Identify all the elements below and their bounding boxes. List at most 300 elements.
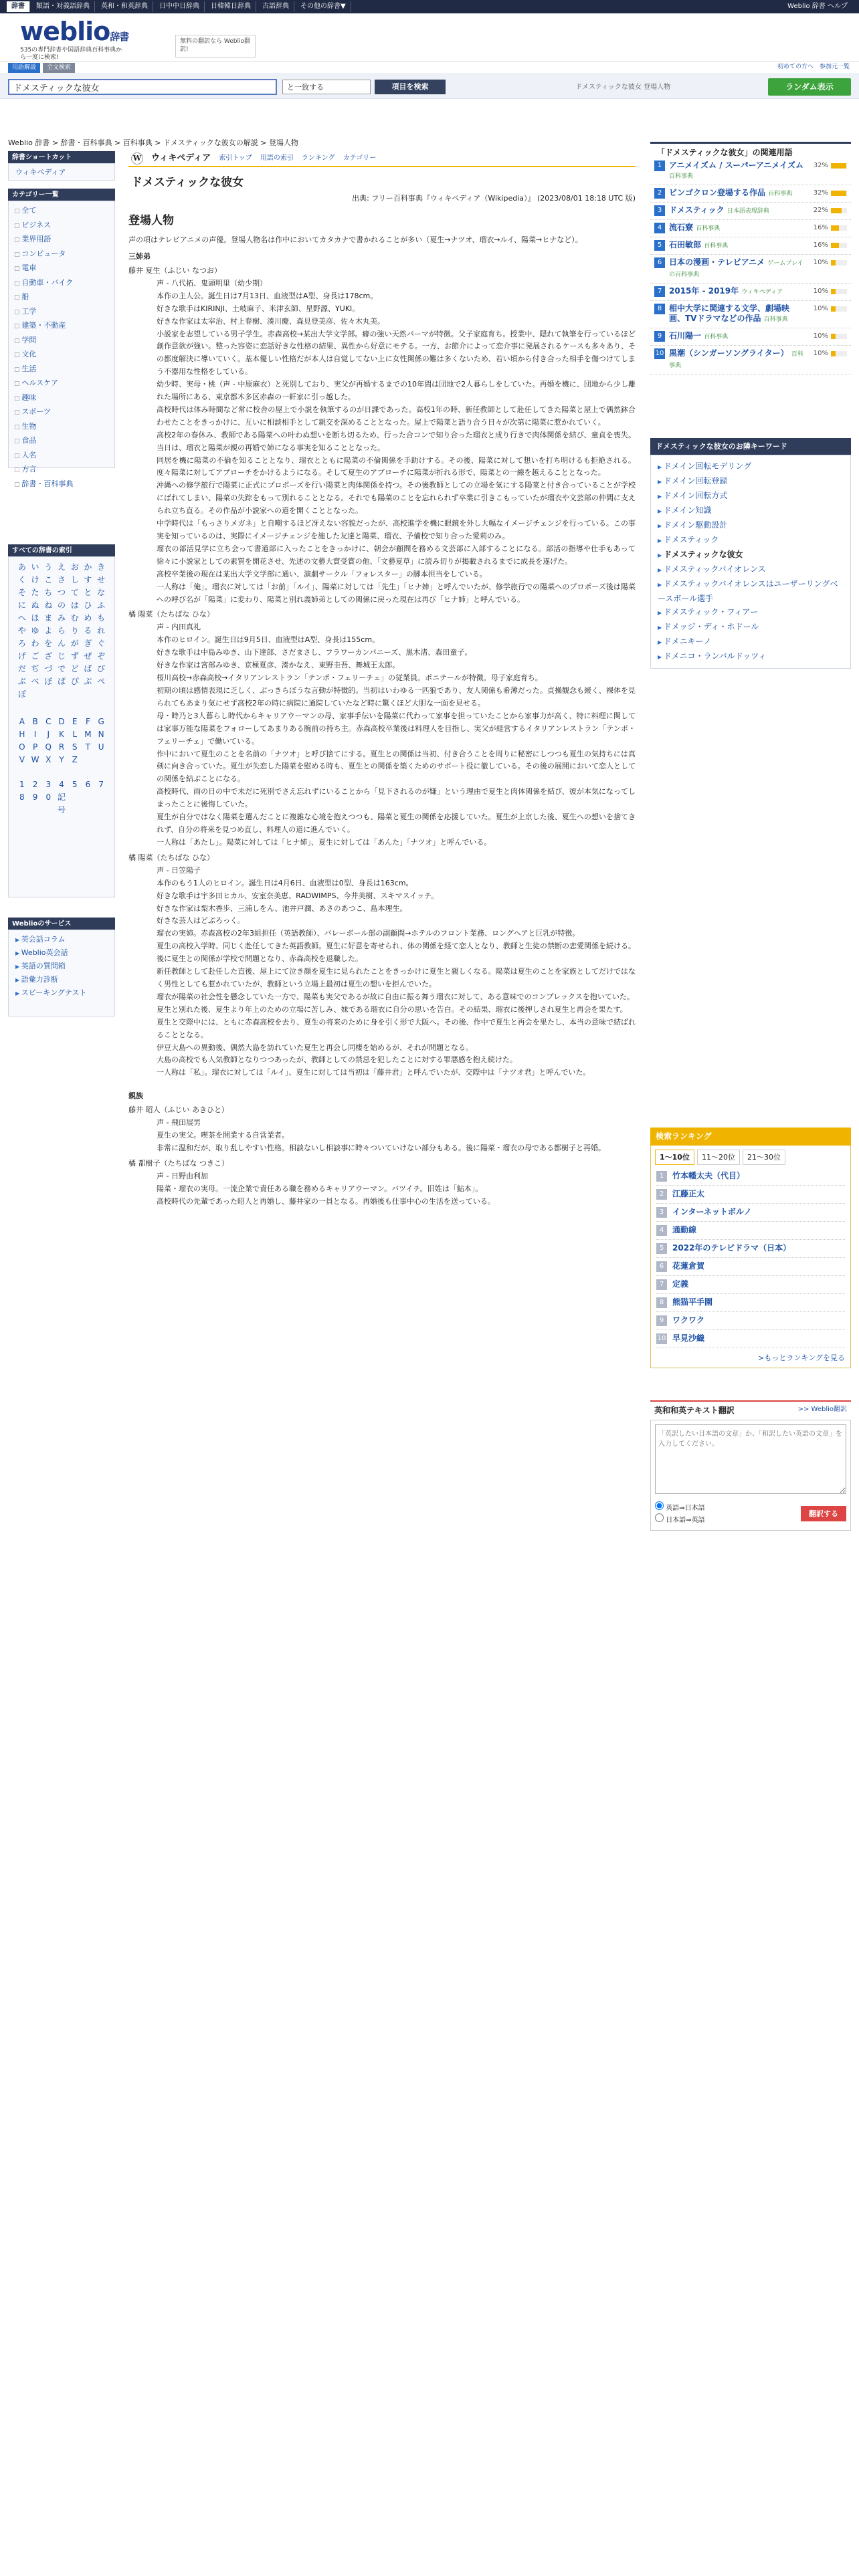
service-item[interactable]: ▶ スピーキングテスト <box>15 986 108 1000</box>
service-item[interactable]: ▶ 語彙力診断 <box>15 973 108 986</box>
index-alpha[interactable]: Y <box>59 755 64 764</box>
character-paragraph: 瑠衣の実姉。赤森高校の2年3組担任（英語教師）、バレーボール部の副顧問→ホテルのフロント業務、ロングヘアと巨乳が特徴。 <box>157 929 580 938</box>
index-kana[interactable]: と <box>84 588 92 597</box>
keyword-item[interactable]: ▶ ドメイン回転方式 <box>658 489 844 504</box>
index-num[interactable]: 5 <box>72 780 78 789</box>
keyword-head: ドメスティックな彼女のお隣キーワード <box>650 438 851 455</box>
character-entry <box>128 1158 636 1208</box>
index-kana[interactable]: へ <box>17 613 26 623</box>
index-kana[interactable]: が <box>70 639 79 648</box>
category-item[interactable]: □ 業界用語 <box>14 233 109 247</box>
index-head: すべての辞書の索引 <box>8 544 115 556</box>
related-percent: 16% <box>813 241 828 249</box>
character-name: 藤井 夏生（ふじい なつお） <box>128 265 221 275</box>
index-kana[interactable]: も <box>97 613 106 623</box>
rank-tab-1-10[interactable]: 1〜10位 <box>655 1150 694 1165</box>
index-kana[interactable]: ろ <box>17 639 26 648</box>
related-text[interactable] <box>669 205 804 217</box>
related-percent: 10% <box>813 350 828 357</box>
index-kana[interactable]: ぢ <box>31 664 39 673</box>
index-kana[interactable]: ご <box>31 651 39 661</box>
related-text[interactable] <box>669 160 804 182</box>
character-body <box>157 865 636 1079</box>
index-alpha[interactable]: S <box>72 742 78 752</box>
logo-suffix: 辞書 <box>110 31 129 43</box>
index-alpha[interactable]: H <box>19 730 25 739</box>
index-kana[interactable]: さ <box>57 575 66 584</box>
index-kana[interactable]: べ <box>31 677 39 686</box>
category-item[interactable]: □ 建築・不動産 <box>14 319 109 334</box>
keyword-item[interactable]: ▶ ドメスティック <box>658 533 844 548</box>
match-select[interactable]: と一致する <box>282 80 371 94</box>
index-kana[interactable]: そ <box>17 588 26 597</box>
index-kana[interactable]: か <box>84 562 92 572</box>
category-item[interactable]: □ ビジネス <box>14 219 109 233</box>
ranking-term[interactable]: 竹本幡太夫（代目） <box>672 1171 745 1181</box>
random-button[interactable]: ランダム表示 <box>768 78 851 96</box>
category-item[interactable]: □ 生物 <box>14 420 109 435</box>
index-num[interactable]: 1 <box>19 780 25 789</box>
index-alpha[interactable]: F <box>85 717 90 726</box>
index-alpha[interactable]: M <box>84 730 92 739</box>
related-item[interactable] <box>650 301 851 328</box>
index-kana[interactable]: ぱ <box>57 677 66 686</box>
index-num[interactable]: 0 <box>45 792 52 802</box>
keyword-item[interactable]: ▶ ドメニコ・ランバルドッツィ <box>658 649 844 664</box>
related-bar <box>831 163 847 169</box>
shortcut-box <box>8 163 115 181</box>
index-kana[interactable]: ぽ <box>17 689 26 699</box>
character-entry <box>128 852 636 1079</box>
character-paragraph: 声 - 飛田展男 <box>157 1118 201 1128</box>
related-item[interactable] <box>650 185 851 203</box>
index-kana[interactable]: て <box>70 588 79 597</box>
topnav-other[interactable]: その他の辞書▼ <box>296 1 351 12</box>
ranking-head: 検索ランキング <box>650 1128 851 1146</box>
wiki-link-index[interactable]: 索引トップ <box>219 154 252 163</box>
ranking-item[interactable] <box>656 1330 845 1348</box>
index-alpha[interactable]: N <box>98 730 104 739</box>
index-num[interactable]: 4 <box>59 780 64 789</box>
index-kana[interactable]: ば <box>84 664 92 673</box>
index-alpha[interactable]: U <box>98 742 104 752</box>
wiki-link-terms[interactable]: 用語の索引 <box>260 154 294 163</box>
index-alpha[interactable]: R <box>58 742 65 752</box>
index-alpha[interactable]: I <box>33 730 37 739</box>
index-alpha[interactable]: B <box>32 717 38 726</box>
related-text[interactable] <box>669 188 804 199</box>
index-num[interactable]: 記号 <box>57 792 66 815</box>
translate-button[interactable]: 翻訳する <box>801 1506 846 1521</box>
related-source: 百科事典 <box>704 334 729 340</box>
index-kana[interactable]: ゆ <box>31 626 39 635</box>
character-paragraph: 高校時代の先輩であった昭人と再婚し、藤井家の一員となる。再婚後も仕事中心の生活を送っている。 <box>157 1196 495 1206</box>
keyword-item[interactable]: ▶ ドメッジ・ディ・ホドール <box>658 620 844 635</box>
category-item[interactable]: □ 方言 <box>14 463 109 477</box>
topnav-help[interactable]: Weblio 辞書 ヘルプ <box>787 3 848 11</box>
keyword-item[interactable]: ▶ ドメスティックバイオレンスはユーザーリングベースボール選手 <box>658 577 844 605</box>
index-alpha[interactable]: C <box>45 717 52 726</box>
category-item[interactable]: □ 学問 <box>14 334 109 348</box>
character-paragraph: 瑠衣が陽菜の社会性を懸念していた一方で、陽菜も実父であるが故に自由に振る舞う瑠衣に対して、ある意味でのコンプレックスを抱いていた。 <box>157 992 634 1001</box>
index-num[interactable]: 8 <box>19 792 25 802</box>
ranking-item[interactable] <box>656 1204 845 1222</box>
index-kana[interactable]: れ <box>97 626 106 635</box>
index-num[interactable]: 6 <box>85 780 91 789</box>
ranking-item[interactable] <box>656 1294 845 1312</box>
index-alpha[interactable]: E <box>72 717 78 726</box>
index-kana[interactable]: を <box>44 639 53 648</box>
service-list <box>8 930 115 1016</box>
index-alpha[interactable]: A <box>19 717 25 726</box>
search-button[interactable]: 項目を検索 <box>375 80 446 94</box>
ranking-term[interactable]: ワクワク <box>672 1315 705 1325</box>
ranking-number: 6 <box>656 1261 667 1272</box>
index-kana[interactable]: わ <box>31 639 39 648</box>
related-percent: 10% <box>813 305 828 312</box>
translate-panel <box>650 1400 851 1531</box>
index-kana[interactable]: つ <box>57 588 66 597</box>
category-item[interactable]: □ 電車 <box>14 261 109 276</box>
related-text[interactable] <box>669 223 804 234</box>
index-alpha[interactable]: Q <box>45 742 52 752</box>
related-title[interactable]: 石田敏郎 <box>669 240 702 249</box>
related-title[interactable]: アニメイズム / スーパーアニメイズム <box>669 160 804 170</box>
category-item[interactable]: □ 食品 <box>14 434 109 449</box>
ranking-term[interactable]: 通勤線 <box>672 1225 697 1235</box>
index-kana[interactable]: い <box>31 562 39 572</box>
category-item[interactable]: □ 自動車・バイク <box>14 276 109 291</box>
mode-fulltext-button[interactable]: 全文検索 <box>43 63 75 73</box>
keyword-item[interactable]: ▶ ドメイン駆動設計 <box>658 518 844 533</box>
ranking-term[interactable]: 熊猫平手園 <box>672 1297 713 1307</box>
index-kana[interactable]: む <box>70 613 79 623</box>
category-head: カテゴリー一覧 <box>8 189 115 201</box>
category-item[interactable]: □ 全て <box>14 204 109 219</box>
ranking-term[interactable]: 江藤正太 <box>672 1189 705 1199</box>
index-kana[interactable]: ざ <box>44 651 53 661</box>
related-bar <box>831 243 847 248</box>
character-paragraph: 好きな作家は宮部みゆき、京極夏彦、湊かなえ、東野圭吾、舞城王太郎。 <box>157 661 400 670</box>
ranking-item[interactable] <box>656 1222 845 1240</box>
index-num[interactable]: 9 <box>32 792 38 802</box>
index-kana[interactable]: う <box>44 562 53 572</box>
keyword-item[interactable]: ▶ ドメイン回転モデリング <box>658 459 844 474</box>
ranking-item[interactable] <box>656 1276 845 1294</box>
index-kana[interactable]: ふ <box>97 601 106 610</box>
category-item[interactable]: □ 趣味 <box>14 391 109 406</box>
index-alpha[interactable]: P <box>32 742 38 752</box>
related-item[interactable] <box>650 284 851 301</box>
related-rank: 10 <box>654 348 665 359</box>
index-kana[interactable]: で <box>57 664 66 673</box>
character-paragraph: 好きな作家は梨木香歩、三浦しをん、池井戸潤、あさのあつこ、島本理生。 <box>157 903 407 913</box>
mode-term-button[interactable]: 用語解説 <box>8 63 40 73</box>
ranking-item[interactable] <box>656 1258 845 1276</box>
category-item[interactable]: □ コンピュータ <box>14 247 109 262</box>
index-kana[interactable]: り <box>70 626 79 635</box>
related-title[interactable]: 黒潮（シンガーソングライター） <box>669 348 789 358</box>
radio-en-ja[interactable] <box>655 1501 664 1510</box>
index-kana[interactable]: く <box>17 575 26 584</box>
related-title[interactable]: 2015年 - 2019年 <box>669 286 739 296</box>
index-num[interactable]: 3 <box>45 780 52 789</box>
related-item[interactable] <box>650 237 851 255</box>
index-kana[interactable]: す <box>84 575 92 584</box>
keyword-item[interactable]: ▶ ドメスティック・フィアー <box>658 605 844 620</box>
related-source: 百科事典 <box>768 191 793 197</box>
index-kana[interactable]: び <box>97 664 106 673</box>
related-item[interactable] <box>650 203 851 220</box>
character-entry <box>128 1104 636 1155</box>
character-paragraph: 高校時代、雨の日の中で未だに死別でさえ忘れずにいることから「見下されるのが嫌」という理由で夏生と肉体関係を結び、彼が本気になってしまったことに後悔していた。 <box>157 787 636 809</box>
index-kana[interactable]: じ <box>57 651 66 661</box>
shortcut-wikipedia[interactable]: ウィキペディア <box>15 168 66 177</box>
index-kana[interactable]: は <box>70 601 79 610</box>
index-kana[interactable]: ぎ <box>84 639 92 648</box>
index-kana[interactable]: る <box>84 626 92 635</box>
index-kana[interactable]: ぶ <box>17 677 26 686</box>
index-kana[interactable]: あ <box>17 562 26 572</box>
topnav-thesaurus[interactable]: 類語・対義語辞典 <box>31 1 95 12</box>
character-name: 橘 陽菜（たちばな ひな） <box>128 853 214 862</box>
index-kana[interactable]: ん <box>57 639 66 648</box>
related-text[interactable] <box>669 257 804 280</box>
index-kana[interactable]: ら <box>57 626 66 635</box>
index-kana[interactable]: ず <box>70 651 79 661</box>
character-paragraph: 母・時乃と3人暮らし時代からキャリアウーマンの母、家事手伝いを陽菜に代わって家事を担っていたことから家事力が高く、特に料理に関しては家事万能な陽菜をフォローしてあまりある腕前の持ち主。赤森高校卒業後は料理人を目指し、実父が経営するイタリアンレストラン「テンポ・フェリーチェ」で働いている。 <box>157 711 636 746</box>
ranking-more-link[interactable]: >もっとランキングを見る <box>758 1353 845 1362</box>
index-kana[interactable]: め <box>84 613 92 623</box>
related-title[interactable]: ドメスティック <box>669 205 725 215</box>
ranking-number: 5 <box>656 1243 667 1254</box>
mode-bar <box>0 62 859 74</box>
keyword-item[interactable]: ▶ ドメイン回転登録 <box>658 474 844 489</box>
character-entry <box>128 265 636 607</box>
index-kana[interactable]: な <box>97 588 106 597</box>
index-kana[interactable]: お <box>70 562 79 572</box>
index-alpha[interactable]: T <box>85 742 91 752</box>
index-kana[interactable]: ぬ <box>31 601 39 610</box>
character-paragraph: 好きな歌手はKIRINJI、土岐麻子、米津玄師、星野源、YUKI。 <box>157 304 360 313</box>
related-bar <box>831 225 847 231</box>
index-kana[interactable]: ほ <box>31 613 39 623</box>
search-input[interactable] <box>8 79 277 95</box>
related-item[interactable] <box>650 220 851 237</box>
index-kana[interactable]: ぴ <box>70 677 79 686</box>
index-alpha[interactable]: L <box>72 730 78 739</box>
related-text[interactable] <box>669 304 804 325</box>
ranking-term[interactable]: 早見沙織 <box>672 1333 705 1344</box>
index-kana[interactable]: ど <box>70 664 79 673</box>
character-paragraph: 沖縄への修学旅行で陽菜に正式にプロポーズを行い陽菜と肉体関係を持つ。その後教師としての立場を気にする陽菜と付き合っていることが学校にばれてしまい、陽菜の失踪をもって別れることとなる。それでも陽菜のことを忘れられず卒業に引きこもっていたが瑠衣や文芸部の仲間に支えられ立ち直る。その作品が小説家への道を開くこととなった。 <box>157 481 636 516</box>
wiki-link-category[interactable]: カテゴリー <box>343 154 377 163</box>
index-kana[interactable]: ね <box>44 601 53 610</box>
index-num[interactable]: 2 <box>32 780 38 789</box>
index-kana[interactable]: や <box>17 626 26 635</box>
related-source: ゲームプレイの百科事典 <box>669 260 803 278</box>
ranking-term[interactable]: 花蓮倉賀 <box>672 1261 705 1271</box>
character-paragraph: 非常に温和だが、取り乱しやすい性格。相談ないし相談事に時々ついていけない部分もある。後に陽菜・瑠衣の母である都樹子と再婚。 <box>157 1144 605 1153</box>
keyword-item: ▶ ドメスティックな彼女 <box>658 548 844 562</box>
character-paragraph: 声 - 日笠陽子 <box>157 865 201 875</box>
category-item[interactable]: □ 生活 <box>14 362 109 377</box>
index-kana[interactable]: ま <box>44 613 53 623</box>
category-item[interactable]: □ 工学 <box>14 305 109 320</box>
wiki-link-ranking[interactable]: ランキング <box>301 154 335 163</box>
related-item[interactable] <box>650 158 851 185</box>
category-item[interactable]: □ 辞書・百科事典 <box>14 477 109 492</box>
weblio-logo[interactable]: weblio辞書 <box>20 17 129 46</box>
related-text[interactable] <box>669 286 804 298</box>
index-alpha[interactable]: W <box>31 755 39 764</box>
index-alpha[interactable]: G <box>98 717 104 726</box>
index-alpha[interactable]: J <box>47 730 50 739</box>
ranking-panel <box>650 1128 851 1368</box>
ranking-term[interactable]: インターネットボルノ <box>672 1207 752 1217</box>
index-alpha[interactable]: Z <box>72 755 78 764</box>
index-kana[interactable]: こ <box>44 575 53 584</box>
related-title[interactable]: 相中大学に関連する文学、劇場映画、TVドラマなどの作品 <box>669 304 790 323</box>
related-bar <box>831 306 847 312</box>
character-paragraph: 一人称は「あたし」。陽菜に対しては「ヒナ姉」、夏生に対しては「あんた」「ナツオ」と呼んでいる。 <box>157 837 492 847</box>
index-num[interactable]: 7 <box>98 780 104 789</box>
rank-tab-11-20[interactable]: 11〜20位 <box>697 1150 740 1165</box>
header <box>0 13 859 62</box>
ranking-number: 10 <box>656 1333 667 1344</box>
category-item[interactable]: □ ヘルスケア <box>14 377 109 391</box>
index-kana[interactable]: け <box>31 575 39 584</box>
ranking-term[interactable]: 定義 <box>672 1279 689 1289</box>
radio-ja-en[interactable] <box>655 1513 664 1522</box>
topnav-korean[interactable]: 日韓韓日辞典 <box>206 1 256 12</box>
related-item[interactable] <box>650 328 851 346</box>
index-alpha[interactable]: X <box>45 755 52 764</box>
character-paragraph: 夏生が自分ではなく陽菜を選んだことに複雑な心境を抱えつつも、陽菜と夏生の関係を応援していた。夏生が上京した後、夏生への想いを捨てきれず、自分の将来を見つめ直し、料理人の道に進んでいく。 <box>157 813 636 834</box>
article-intro: 声の項はテレビアニメの声優。登場人物名は作中においてカタカナで書かれることが多い（夏生→ナツオ、瑠衣→ルイ、陽菜→ヒナなど）。 <box>128 235 583 244</box>
character-paragraph: 高校卒業後の現在は某出大学文学部に通い、演劇サークル「フォレスター」の脚本担当をしている。 <box>157 569 487 578</box>
service-item[interactable]: ▶ 英会話コラム <box>15 933 108 946</box>
related-text[interactable] <box>669 240 804 251</box>
translate-input[interactable] <box>655 1424 846 1494</box>
related-bar <box>831 289 847 294</box>
ranking-item[interactable] <box>656 1186 845 1204</box>
index-kana[interactable]: ぼ <box>44 677 53 686</box>
index-kana[interactable]: ち <box>44 588 53 597</box>
ranking-term[interactable]: 2022年のテレビドラマ（日本） <box>672 1243 791 1253</box>
keyword-item[interactable]: ▶ ドメスティックバイオレンス <box>658 562 844 577</box>
keyword-item[interactable]: ▶ ドメイン知識 <box>658 504 844 518</box>
index-kana[interactable]: だ <box>17 664 26 673</box>
character-paragraph: 高校2年の春休み、教師である陽菜への叶わぬ想いを断ち切るため、行った合コンで知り合った瑠衣と成り行きで肉体関係を結び、童貞を喪失。当日は、瑠衣と陽菜が親の再婚で姉になる事実を知ることとなった。 <box>157 430 636 452</box>
related-title[interactable]: ビンゴクロン登場する作品 <box>669 188 766 197</box>
weblio-translate-link[interactable]: >> Weblio翻訳 <box>797 1406 847 1413</box>
article-source: 出典: フリー百科事典『ウィキペディア（Wikipedia）』 (2023/08/01 18:18 UTC 版) <box>352 194 636 203</box>
topnav-classical[interactable]: 古語辞典 <box>258 1 294 12</box>
related-text[interactable] <box>669 348 804 371</box>
character-body <box>157 278 636 607</box>
related-title[interactable]: 日本の漫画・テレビアニメ <box>669 257 765 267</box>
wiki-bar <box>128 151 636 167</box>
index-kana[interactable]: げ <box>17 651 26 661</box>
related-title[interactable]: 石川陽一 <box>669 331 702 340</box>
keyword-item[interactable]: ▶ ドメニキーノ <box>658 635 844 649</box>
index-kana[interactable]: ぐ <box>97 639 106 648</box>
index-alpha[interactable]: V <box>19 755 25 764</box>
index-box <box>8 556 115 897</box>
topnav-dictionary[interactable]: 辞書 <box>7 1 30 12</box>
ranking-number: 8 <box>656 1297 667 1308</box>
index-kana[interactable]: に <box>17 601 26 610</box>
promo-banner[interactable]: 無料の翻訳なら Weblio翻訳! <box>175 35 256 58</box>
keyword-panel <box>650 438 851 669</box>
character-paragraph: 陽菜・瑠衣の実母。一流企業で責任ある職を務めるキャリアウーマン。バツイチ。旧姓は「鮎本」。 <box>157 1184 483 1194</box>
topnav-english[interactable]: 英和・和英辞典 <box>96 1 153 12</box>
index-alpha[interactable]: D <box>58 717 65 726</box>
index-kana[interactable]: ぞ <box>97 651 106 661</box>
related-rank: 7 <box>654 286 665 297</box>
related-rank: 9 <box>654 331 665 342</box>
ranking-item[interactable] <box>656 1168 845 1186</box>
ranking-item[interactable] <box>656 1240 845 1258</box>
category-item[interactable]: □ 人名 <box>14 449 109 463</box>
character-name: 藤井 昭人（ふじい あきひと） <box>128 1105 229 1115</box>
index-kana[interactable]: し <box>70 575 79 584</box>
index-kana[interactable]: づ <box>44 664 53 673</box>
subsection-siblings: 三姉弟 <box>128 251 151 261</box>
topnav-chinese[interactable]: 日中中日辞典 <box>155 1 205 12</box>
rank-tab-21-30[interactable]: 21〜30位 <box>743 1150 785 1165</box>
service-item[interactable]: ▶ Weblio英会話 <box>15 946 108 960</box>
index-kana[interactable]: み <box>57 613 66 623</box>
index-kana[interactable]: ぺ <box>97 677 106 686</box>
index-kana[interactable]: き <box>97 562 106 572</box>
index-kana[interactable]: え <box>57 562 66 572</box>
breadcrumb[interactable]: Weblio 辞書 > 辞書・百科事典 > 百科事典 > ドメスティックな彼女の解説 > 登場人物 <box>8 138 298 147</box>
category-item[interactable]: □ 文化 <box>14 348 109 362</box>
character-paragraph: 幼少時、実母・桃（声 - 中原麻衣）と死別しており、実父が再婚するまでの10年間は団地で2人暮らしをしていた。再婚を機に、団地から少し離れた場所にある、東京都木多区赤森の一軒家に引っ越した。 <box>157 380 636 402</box>
index-kana[interactable]: せ <box>97 575 106 584</box>
related-item[interactable] <box>650 346 851 374</box>
index-kana[interactable]: ぜ <box>84 651 92 661</box>
ranking-number: 4 <box>656 1225 667 1236</box>
help-links[interactable]: 初めての方へ 参加元一覧 <box>777 64 850 71</box>
ranking-item[interactable] <box>656 1312 845 1330</box>
index-alpha[interactable]: O <box>19 742 25 752</box>
character-paragraph: 夏生の実父。喫茶を開業する自営業者。 <box>157 1131 289 1140</box>
service-item[interactable]: ▶ 英語の質問箱 <box>15 960 108 973</box>
index-kana[interactable]: よ <box>44 626 53 635</box>
character-paragraph: 瑠衣の部活見学に立ち会って書道部に入ったことをきっかけに、朝会が顧問を務める文芸部に入部することになる。部活の指導や仕手もあって徐々に小説家としての素質を開花させ、先述の文藝大賞受賞の他、「文藝夏草」に読み切りが掲載されるまでに成長を遂げた。 <box>157 544 636 566</box>
related-text[interactable] <box>669 331 804 342</box>
character-paragraph: 声 - 日野由利加 <box>157 1172 208 1181</box>
character-body <box>157 1117 636 1155</box>
related-title[interactable]: 流石寮 <box>669 223 694 232</box>
related-item[interactable] <box>650 255 851 284</box>
related-bar <box>831 191 847 196</box>
category-item[interactable]: □ 船 <box>14 290 109 305</box>
index-kana[interactable]: た <box>31 588 39 597</box>
category-item[interactable]: □ スポーツ <box>14 405 109 420</box>
index-kana[interactable]: ぷ <box>84 677 92 686</box>
index-kana[interactable]: の <box>57 601 66 610</box>
wikipedia-icon: W <box>131 152 143 165</box>
ranking-number: 7 <box>656 1279 667 1290</box>
index-alpha[interactable]: K <box>59 730 64 739</box>
index-kana[interactable]: ひ <box>84 601 92 610</box>
character-paragraph: 本作のもう1人のヒロイン。誕生日は4月6日、血液型は0型、身長は163cm。 <box>157 878 413 887</box>
related-rank: 4 <box>654 223 665 233</box>
